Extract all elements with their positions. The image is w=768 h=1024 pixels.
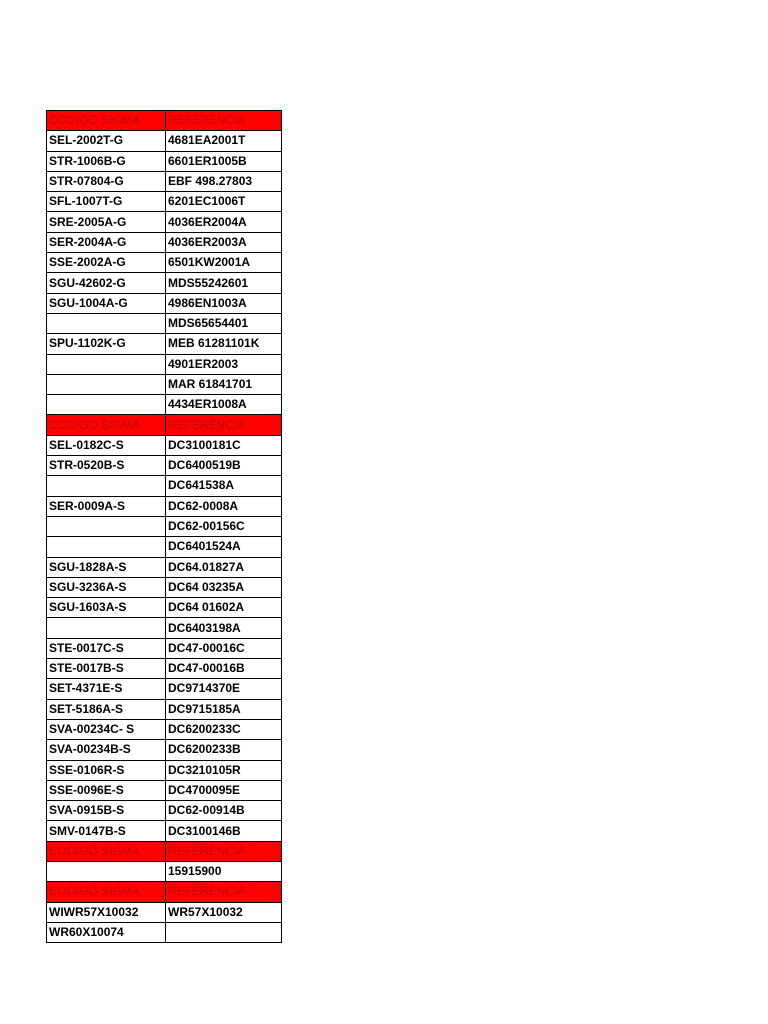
cell-codigo-sigma[interactable]: SEL-0182C-S	[47, 435, 166, 455]
cell-codigo-sigma[interactable]: SFL-1007T-G	[47, 192, 166, 212]
cell-codigo-sigma[interactable]: SGU-1603A-S	[47, 598, 166, 618]
table-row	[47, 780, 282, 800]
cell-referencia[interactable]: DC6401524A	[166, 537, 282, 557]
header-cell-referencia[interactable]: REFERÊNCIA	[166, 841, 282, 861]
cell-referencia[interactable]: DC64.01827A	[166, 557, 282, 577]
cell-codigo-sigma[interactable]: SER-0009A-S	[47, 496, 166, 516]
table-row	[47, 638, 282, 658]
cell-codigo-sigma[interactable]: SVA-00234B-S	[47, 740, 166, 760]
cell-referencia[interactable]: EBF 498.27803	[166, 171, 282, 191]
table-row	[47, 537, 282, 557]
cell-referencia[interactable]: MDS65654401	[166, 313, 282, 333]
table-row	[47, 192, 282, 212]
table-row	[47, 719, 282, 739]
cell-referencia[interactable]: DC47-00016B	[166, 659, 282, 679]
table-row	[47, 476, 282, 496]
cell-referencia[interactable]: DC3100181C	[166, 435, 282, 455]
cell-referencia[interactable]: 4036ER2004A	[166, 212, 282, 232]
cell-referencia[interactable]: MDS55242601	[166, 273, 282, 293]
cell-referencia[interactable]: DC62-0008A	[166, 496, 282, 516]
table-row	[47, 151, 282, 171]
cell-codigo-sigma[interactable]	[47, 618, 166, 638]
table-row	[47, 740, 282, 760]
cell-codigo-sigma[interactable]: STE-0017C-S	[47, 638, 166, 658]
cell-codigo-sigma[interactable]: SVA-00234C- S	[47, 719, 166, 739]
table-row	[47, 253, 282, 273]
cell-codigo-sigma[interactable]	[47, 313, 166, 333]
cell-codigo-sigma[interactable]	[47, 516, 166, 536]
cell-codigo-sigma[interactable]: SER-2004A-G	[47, 232, 166, 252]
header-row	[47, 111, 282, 131]
table-row	[47, 618, 282, 638]
table-row	[47, 273, 282, 293]
header-cell-codigo-sigma[interactable]: CODIGO SIGMA	[47, 882, 166, 902]
cell-referencia[interactable]: DC6403198A	[166, 618, 282, 638]
header-cell-codigo-sigma[interactable]: CODIGO SIGMA	[47, 841, 166, 861]
cell-codigo-sigma[interactable]: SGU-42602-G	[47, 273, 166, 293]
table-row	[47, 456, 282, 476]
cell-codigo-sigma[interactable]: STR-07804-G	[47, 171, 166, 191]
cell-referencia[interactable]: 4901ER2003	[166, 354, 282, 374]
header-cell-referencia[interactable]: REFERÊNCIA	[166, 415, 282, 435]
table-row	[47, 496, 282, 516]
table-row	[47, 354, 282, 374]
table-row	[47, 699, 282, 719]
cell-codigo-sigma[interactable]: WIWR57X10032	[47, 902, 166, 922]
cell-referencia[interactable]: MEB 61281101K	[166, 334, 282, 354]
table-row	[47, 922, 282, 942]
cell-codigo-sigma[interactable]	[47, 861, 166, 881]
cell-codigo-sigma[interactable]: SET-4371E-S	[47, 679, 166, 699]
table-row	[47, 171, 282, 191]
cell-codigo-sigma[interactable]	[47, 354, 166, 374]
cell-codigo-sigma[interactable]: SGU-1004A-G	[47, 293, 166, 313]
cell-codigo-sigma[interactable]: SPU-1102K-G	[47, 334, 166, 354]
cell-codigo-sigma[interactable]: WR60X10074	[47, 922, 166, 942]
cell-referencia[interactable]: DC62-00914B	[166, 801, 282, 821]
cell-referencia[interactable]: DC3210105R	[166, 760, 282, 780]
cell-referencia[interactable]: DC47-00016C	[166, 638, 282, 658]
header-cell-codigo-sigma[interactable]: CODIGO SIGMA	[47, 415, 166, 435]
cell-referencia[interactable]: DC6400519B	[166, 456, 282, 476]
table-row	[47, 902, 282, 922]
header-cell-referencia[interactable]: REFERÊNCIA	[166, 111, 282, 131]
header-row	[47, 841, 282, 861]
cell-codigo-sigma[interactable]: SEL-2002T-G	[47, 131, 166, 151]
cell-referencia[interactable]: DC64 01602A	[166, 598, 282, 618]
table-row	[47, 659, 282, 679]
table-row	[47, 598, 282, 618]
cell-referencia[interactable]: DC4700095E	[166, 780, 282, 800]
cell-referencia[interactable]: 4036ER2003A	[166, 232, 282, 252]
table-row	[47, 232, 282, 252]
table-row	[47, 861, 282, 881]
cell-referencia[interactable]: DC9714370E	[166, 679, 282, 699]
cell-referencia[interactable]: WR57X10032	[166, 902, 282, 922]
cell-referencia[interactable]: 6601ER1005B	[166, 151, 282, 171]
header-row	[47, 882, 282, 902]
table-row	[47, 557, 282, 577]
header-cell-codigo-sigma[interactable]: CODIGO SIGMA	[47, 111, 166, 131]
table-row	[47, 293, 282, 313]
cell-codigo-sigma[interactable]	[47, 476, 166, 496]
header-row	[47, 415, 282, 435]
cell-codigo-sigma[interactable]: SET-5186A-S	[47, 699, 166, 719]
cell-referencia[interactable]: 4434ER1008A	[166, 395, 282, 415]
cell-referencia[interactable]: DC6200233B	[166, 740, 282, 760]
table-row	[47, 577, 282, 597]
table-row	[47, 334, 282, 354]
cell-codigo-sigma[interactable]: SSE-0096E-S	[47, 780, 166, 800]
table-row	[47, 395, 282, 415]
table-row	[47, 801, 282, 821]
cell-codigo-sigma[interactable]: STE-0017B-S	[47, 659, 166, 679]
cell-referencia[interactable]: DC62-00156C	[166, 516, 282, 536]
cell-referencia[interactable]: 6201EC1006T	[166, 192, 282, 212]
table-row	[47, 131, 282, 151]
cell-codigo-sigma[interactable]	[47, 374, 166, 394]
cell-referencia[interactable]: 4681EA2001T	[166, 131, 282, 151]
table-row	[47, 374, 282, 394]
header-cell-referencia[interactable]: REFERÊNCIA	[166, 882, 282, 902]
cell-referencia[interactable]: DC64 03235A	[166, 577, 282, 597]
cell-codigo-sigma[interactable]: SGU-3236A-S	[47, 577, 166, 597]
cell-codigo-sigma[interactable]: SSE-2002A-G	[47, 253, 166, 273]
table-row	[47, 516, 282, 536]
cell-referencia[interactable]	[166, 922, 282, 942]
cell-codigo-sigma[interactable]	[47, 537, 166, 557]
cell-referencia[interactable]: DC9715185A	[166, 699, 282, 719]
cell-codigo-sigma[interactable]: SGU-1828A-S	[47, 557, 166, 577]
table-row	[47, 760, 282, 780]
cell-codigo-sigma[interactable]: SVA-0915B-S	[47, 801, 166, 821]
cell-codigo-sigma[interactable]: SRE-2005A-G	[47, 212, 166, 232]
table-row	[47, 313, 282, 333]
cell-codigo-sigma[interactable]: STR-0520B-S	[47, 456, 166, 476]
cell-referencia[interactable]: 4986EN1003A	[166, 293, 282, 313]
cell-codigo-sigma[interactable]: STR-1006B-G	[47, 151, 166, 171]
cell-referencia[interactable]: DC6200233C	[166, 719, 282, 739]
cell-referencia[interactable]: 15915900	[166, 861, 282, 881]
cell-referencia[interactable]: DC641538A	[166, 476, 282, 496]
table-row	[47, 435, 282, 455]
cell-codigo-sigma[interactable]: SMV-0147B-S	[47, 821, 166, 841]
cell-referencia[interactable]: DC3100146B	[166, 821, 282, 841]
cell-referencia[interactable]: 6501KW2001A	[166, 253, 282, 273]
table-row	[47, 679, 282, 699]
table-row	[47, 212, 282, 232]
cell-codigo-sigma[interactable]: SSE-0106R-S	[47, 760, 166, 780]
cell-codigo-sigma[interactable]	[47, 395, 166, 415]
cell-referencia[interactable]: MAR 61841701	[166, 374, 282, 394]
table-row	[47, 821, 282, 841]
parts-table	[46, 110, 282, 943]
